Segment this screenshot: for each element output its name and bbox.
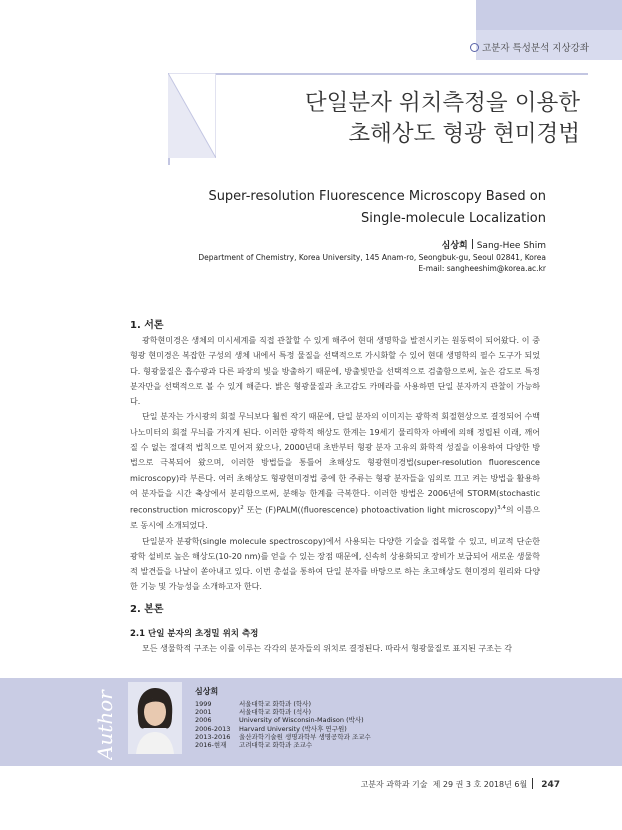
bio-year: 2013-2016 xyxy=(195,732,231,741)
author-line xyxy=(442,238,546,251)
series-label-text: 고분자 특성분석 지상강좌 xyxy=(482,43,589,54)
bio-entry xyxy=(195,716,371,724)
circle-bullet-icon xyxy=(470,43,479,52)
citation-2: 2 xyxy=(240,505,244,512)
bio-entry xyxy=(195,725,371,733)
author-panel-label xyxy=(90,686,120,760)
korean-title-line2: 초해상도 형광 현미경법 xyxy=(348,121,580,147)
english-title xyxy=(208,186,546,230)
section-heading-main: 2. 본론 xyxy=(130,604,164,615)
intro-p2-mid: 또는 (F)PALM((fluorescence) photoactivation light microscopy) xyxy=(243,505,498,515)
intro-p2-end: 의 이름으로 동시에 소개되었다. xyxy=(130,505,540,531)
author-panel-label-text: Author xyxy=(93,690,117,760)
header-accent-bar xyxy=(476,0,622,30)
english-title-line2: Single-molecule Localization xyxy=(360,211,546,226)
bio-text: 울산과학기술원 생명과학부 생명공학과 조교수 xyxy=(239,732,371,741)
email-text: E-mail: sangheeshim@korea.ac.kr xyxy=(418,263,546,273)
bio-name: 심상희 xyxy=(195,687,219,696)
subsection-heading-2-1: 2.1 단일 분자의 초정밀 위치 측정 xyxy=(130,629,259,639)
bio-entry xyxy=(195,700,371,708)
bio-text: 서울대학교 화학과 (석사) xyxy=(239,708,311,717)
page-number: 247 xyxy=(541,780,560,790)
author-photo xyxy=(128,682,182,754)
intro-paragraph-2 xyxy=(130,409,540,533)
english-title-line1: Super-resolution Fluorescence Microscopy Based on xyxy=(208,189,546,204)
bio-entry xyxy=(195,733,371,741)
footer-separator xyxy=(532,778,533,789)
intro-paragraph-1: 광학현미경은 생체의 미시세계를 직접 관찰할 수 있게 해주어 현대 생명학을 발전시키는 원동력이 되어왔다. 이 중 형광 현미경은 복잡한 구성의 생체 내에서 특정 물질을 선택적으로 가시화할 수 있어 현대 생명학의 필수 도구가 되었다. 형광물질은 흡수광과 다른 파장의 빛을 방출하기 때문에, 방출빛만을 선택적으로 검출함으로써, 높은 감도로 특정 분자만을 선택적으로 볼 수 있게 해준다. 밝은 형광물질과 초고감도 카메라를 사용하면 단일 분자까지 관찰이 가능하다. xyxy=(130,336,540,407)
bio-year: 2006 xyxy=(195,716,212,725)
bio-entries xyxy=(195,700,371,749)
bio-year: 2016-현재 xyxy=(195,741,227,750)
footer-journal: 고분자 과학과 기술 xyxy=(360,780,428,789)
korean-title xyxy=(305,88,580,150)
bio-year: 1999 xyxy=(195,700,212,708)
section-heading-intro: 1. 서론 xyxy=(130,320,164,331)
bio-text: 서울대학교 화학과 (학사) xyxy=(239,700,311,708)
affiliation-text: Department of Chemistry, Korea University, 145 Anam-ro, Seongbuk-gu, Seoul 02841, Korea xyxy=(198,253,546,262)
bio-text: University of Wisconsin-Madison (박사) xyxy=(239,716,364,725)
bio-text: Harvard University (박사후 연구원) xyxy=(239,724,347,733)
author-separator xyxy=(472,239,473,249)
affiliation-block xyxy=(198,253,546,274)
subsection-body xyxy=(130,641,540,656)
bio-year: 2001 xyxy=(195,708,212,717)
korean-title-line1: 단일분자 위치측정을 이용한 xyxy=(304,90,580,116)
bio-year: 2006-2013 xyxy=(195,724,231,733)
intro-paragraph-3: 단일분자 분광학(single molecule spectroscopy)에서 사용되는 다양한 기술을 접목할 수 있고, 비교적 단순한 광학 설비로 높은 해상도(10-20 nm)를 얻을 수 있는 장점 때문에, 신속히 상용화되고 장비가 보급되어 새로운 생물학적 발견들을 나날이 쏟아내고 있다. 이번 총설을 통하여 단일 분자를 바탕으로 하는 초고해상도 현미경의 원리와 다양한 기능 및 가능성을 소개하고자 한다. xyxy=(130,536,541,592)
intro-body xyxy=(130,333,540,595)
subsection-paragraph-1: 모든 생물학적 구조는 이를 이루는 각각의 분자들의 위치로 결정된다. 따라서 형광물질로 표지된 구조는 각 xyxy=(142,644,513,653)
series-label xyxy=(470,40,589,54)
author-name-en: Sang-Hee Shim xyxy=(476,241,546,251)
bio-entry xyxy=(195,741,371,749)
intro-p2-start: 단일 분자는 가시광의 회절 무늬보다 훨씬 작기 때문에, 단일 분자의 이미지는 광학적 회절현상으로 결정되어 수백 나노미터의 회절 무늬를 가지게 된다. 이러한 광학적 해상도 한계는 19세기 물리학자 아베에 의해 정립된 이래, 깨어질 수 없는 절대적 법칙으로 믿어져 왔으나, 2000년대 초반부터 형광 분자 고유의 화학적 성질을 이용하여 다양한 방법으로 극복되어 왔으며, 이러한 방법들을 통틀어 초해상도 형광현미경법(super-resolution fluorescence microscopy)라 부른다. 여러 초해상도 형광현미경법 중에 한 주류는 형광 분자들을 임의로 끄고 켜는 방법을 활용하여 분자들을 시간 축상에서 분리함으로써, 분해능 한계를 극복한다. 이러한 방법은 2006년에 STORM(stochastic reconstruction microscopy) xyxy=(130,412,540,515)
author-photo-icon xyxy=(128,682,182,754)
bio-text: 고려대학교 화학과 조교수 xyxy=(239,741,313,750)
footer-issue: 제 29 권 3 호 2018년 6월 xyxy=(432,780,528,789)
page-fold-icon xyxy=(168,73,216,158)
page-footer xyxy=(361,778,560,790)
author-name-ko: 심상희 xyxy=(441,241,468,251)
citation-3-4: 3,4 xyxy=(497,505,506,512)
